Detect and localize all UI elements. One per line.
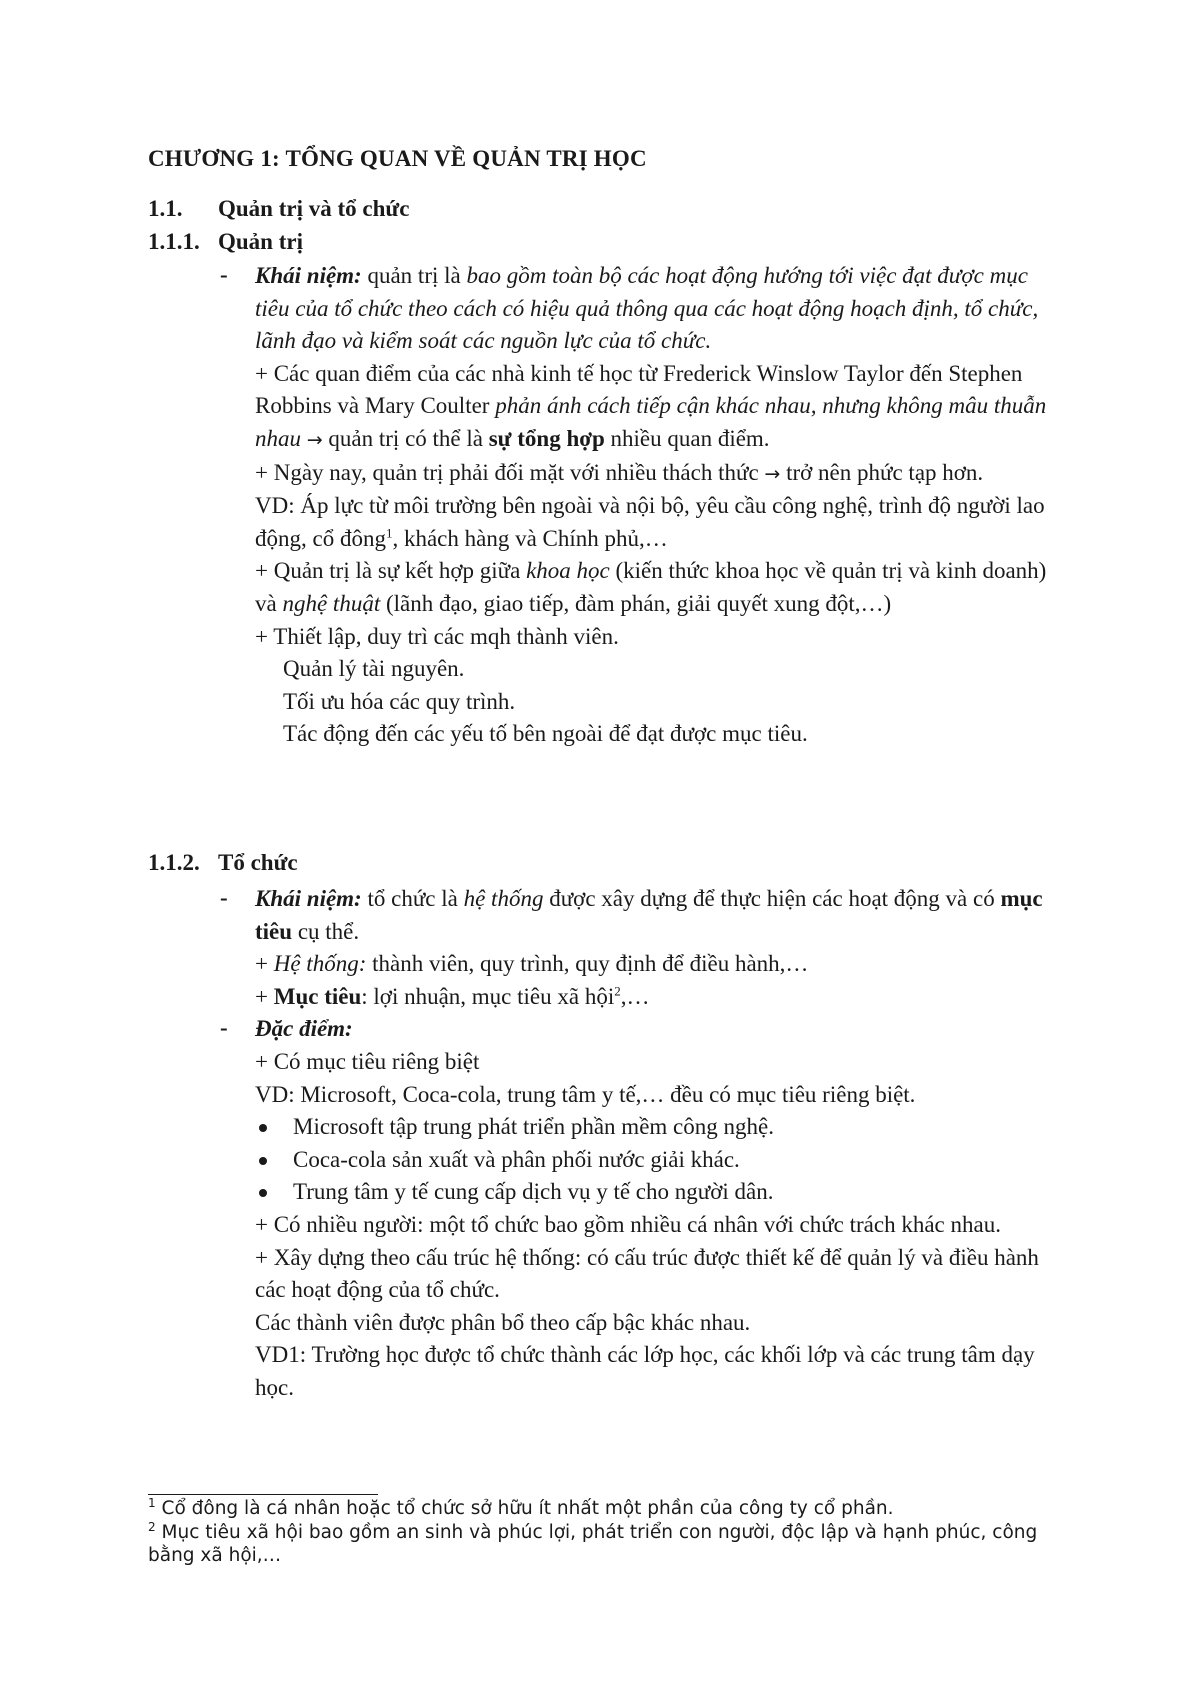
paragraph (255, 555, 1067, 620)
text-run: , khách hàng và Chính phủ,… (392, 525, 668, 551)
footnote (148, 1521, 1048, 1568)
list-item (255, 1176, 1067, 1209)
concept-paragraph (255, 883, 1067, 948)
text-run: được xây dựng để thực hiện các hoạt động và có (543, 886, 1001, 911)
text-run: + Các quan điểm của các nhà kinh tế học từ Frederick Winslow Taylor đến Stephen Robbins và Mary Coulter (255, 360, 1023, 419)
bullet-icon (259, 1189, 267, 1197)
dash-marker: - (220, 262, 228, 287)
text-run: cụ thể. (292, 918, 360, 944)
text-run: nhiều quan điểm. (604, 425, 770, 451)
list-item (255, 1111, 1067, 1144)
italic-text: nghệ thuật (282, 590, 381, 616)
text-run: trở nên phức tạp hơn. (780, 459, 984, 485)
text-run: + (255, 983, 274, 1009)
section-1-1-2-body (255, 883, 1067, 1405)
bold-text: Mục tiêu (273, 983, 362, 1009)
concept-label: Khái niệm: (255, 886, 362, 911)
section-heading-1-1-1 (148, 229, 303, 255)
text-run: thành viên, quy trình, quy định để điều hành,… (366, 951, 809, 977)
paragraph: VD1: Trường học được tổ chức thành các lớp học, các khối lớp và các trung tâm dạy học. (255, 1342, 1035, 1400)
italic-text: phản ánh cách tiếp cận khác nhau, nhưng không mâu thuẫn nhau (255, 393, 1047, 451)
text-run: + (255, 951, 274, 977)
dash-marker: - (220, 885, 228, 910)
paragraph: + Xây dựng theo cấu trúc hệ thống: có cấu trúc được thiết kế để quản lý và điều hành các hoạt động của tổ chức. (255, 1244, 1039, 1303)
indented-line: Quản lý tài nguyên. (283, 656, 465, 682)
italic-text: hệ thống (463, 886, 544, 911)
paragraph: Các thành viên được phân bổ theo cấp bậc khác nhau. (255, 1309, 751, 1335)
text-run: tổ chức là (361, 886, 464, 911)
footnote-mark: 1 (148, 1495, 156, 1510)
dash-marker: - (220, 1015, 228, 1040)
indented-line: Tác động đến các yếu tố bên ngoài để đạt được mục tiêu. (283, 721, 808, 747)
bold-text: sự tổng hợp (488, 425, 605, 451)
bullet-icon (259, 1124, 267, 1132)
section-1-1-1-body (255, 260, 1067, 751)
paragraph: + Thiết lập, duy trì các mqh thành viên. (255, 623, 619, 649)
text-run: ,… (620, 983, 650, 1009)
footnote-separator (148, 1494, 378, 1495)
text-run: quản trị có thể là (322, 425, 489, 451)
features-label: Đặc điểm: (255, 1016, 353, 1042)
text-run: (kiến thức khoa học về quản trị và kinh doanh) và (255, 558, 1047, 616)
section-title: Quản trị và tổ chức (218, 196, 410, 221)
footnotes (148, 1497, 1048, 1568)
italic-text: Hệ thống: (273, 951, 367, 977)
text-run: : lợi nhuận, mục tiêu xã hội (361, 983, 615, 1009)
paragraph (255, 948, 1067, 981)
paragraph (255, 981, 1067, 1014)
concept-label: Khái niệm: (255, 263, 362, 288)
italic-text: khoa học (526, 558, 610, 584)
paragraph: + Có nhiều người: một tổ chức bao gồm nhiều cá nhân với chức trách khác nhau. (255, 1211, 1001, 1237)
concept-paragraph (255, 260, 1067, 358)
footnote-text: Mục tiêu xã hội bao gồm an sinh và phúc lợi, phát triển con người, độc lập và hạnh phúc, công bằng xã hội,… (148, 1521, 1038, 1566)
section-heading-1-1-2 (148, 850, 298, 876)
paragraph (255, 358, 1067, 457)
list-item (255, 1144, 1067, 1177)
section-number: 1.1.1. (148, 229, 200, 254)
paragraph: + Có mục tiêu riêng biệt (255, 1048, 480, 1074)
chapter-title: CHƯƠNG 1: TỔNG QUAN VỀ QUẢN TRỊ HỌC (148, 146, 647, 171)
paragraph: VD: Microsoft, Coca-cola, trung tâm y tế,… đều có mục tiêu riêng biệt. (255, 1081, 916, 1107)
arrow-right-icon: → (306, 428, 323, 451)
indented-line: Tối ưu hóa các quy trình. (283, 688, 516, 714)
text-run: + Ngày nay, quản trị phải đối mặt với nhiều thách thức (255, 459, 765, 485)
footnote-text: Cổ đông là cá nhân hoặc tổ chức sở hữu ít nhất một phần của công ty cổ phần. (155, 1498, 894, 1519)
section-title: Tổ chức (218, 850, 298, 875)
list-item-text: Coca-cola sản xuất và phân phối nước giải khác. (293, 1146, 740, 1172)
text-run: + Quản trị là sự kết hợp giữa (255, 558, 527, 584)
footnote-ref: 1 (385, 525, 393, 541)
paragraph (255, 457, 1067, 491)
concept-definition: bao gồm toàn bộ các hoạt động hướng tới việc đạt được mục tiêu của tổ chức theo cách có hiệu quả thông qua các hoạt động hoạch định, tổ chức, lãnh đạo và kiểm soát các nguồn lực của tổ chức. (255, 263, 1039, 354)
text-run: quản trị là (361, 263, 467, 288)
footnote-mark: 2 (148, 1519, 156, 1534)
list-item-text: Trung tâm y tế cung cấp dịch vụ y tế cho người dân. (293, 1179, 774, 1205)
arrow-right-icon: → (764, 462, 781, 485)
section-number: 1.1. (148, 196, 183, 221)
list-item-text: Microsoft tập trung phát triển phần mềm công nghệ. (293, 1114, 774, 1140)
text-run: (lãnh đạo, giao tiếp, đàm phán, giải quyết xung đột,…) (380, 590, 892, 616)
bold-text: mục tiêu (255, 886, 1043, 944)
section-heading-1-1 (148, 196, 409, 222)
section-number: 1.1.2. (148, 850, 200, 875)
text-run: VD: Áp lực từ môi trường bên ngoài và nội bộ, yêu cầu công nghệ, trình độ người lao động, cổ đông (255, 493, 1045, 551)
footnote (148, 1497, 1048, 1521)
footnote-ref: 2 (614, 983, 621, 999)
paragraph (255, 490, 1067, 555)
bullet-icon (259, 1157, 267, 1165)
section-title: Quản trị (218, 229, 303, 254)
